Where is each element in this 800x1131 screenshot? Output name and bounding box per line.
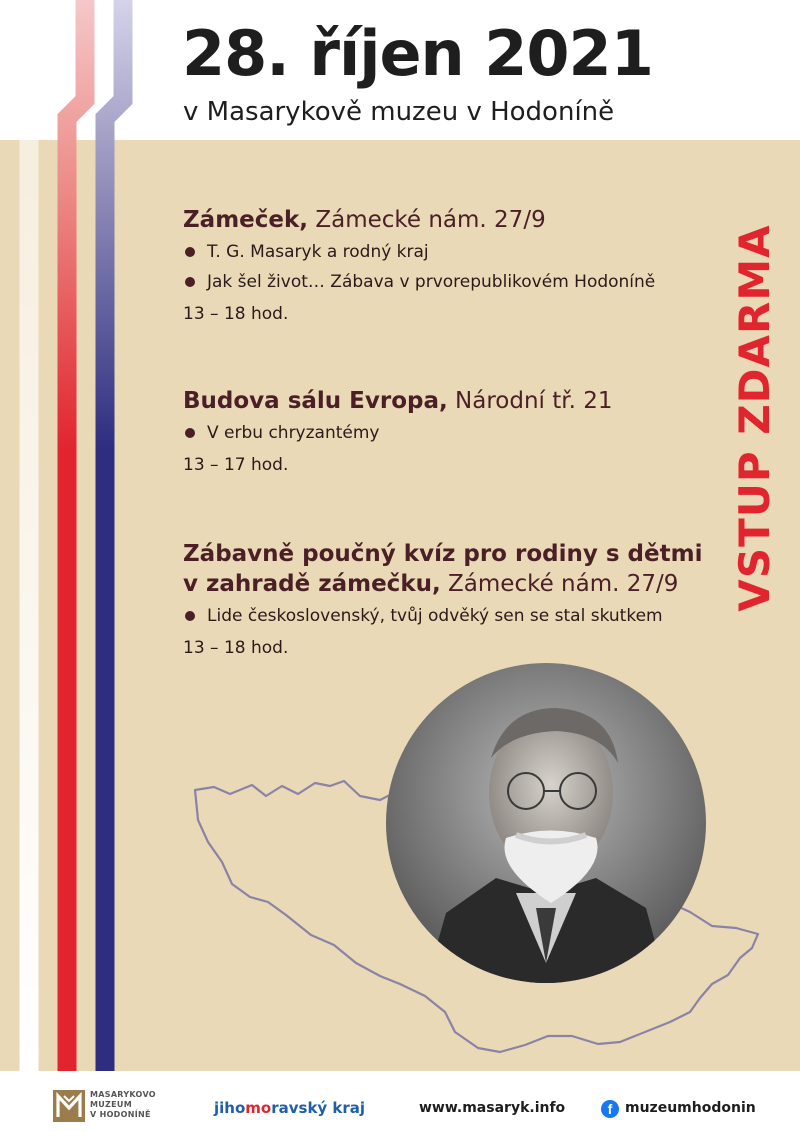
section-address: Zámecké nám. 27/9 <box>440 571 679 597</box>
section-name: Budova sálu Evropa, <box>183 388 448 414</box>
section-address: Zámecké nám. 27/9 <box>308 207 546 233</box>
opening-hours: 13 – 17 hod. <box>183 455 289 475</box>
museum-logo-icon <box>53 1090 85 1122</box>
event-venue-subtitle: v Masarykově muzeu v Hodoníně <box>183 97 615 127</box>
website-link[interactable]: www.masaryk.info <box>419 1100 566 1116</box>
list-item-text: V erbu chryzantémy <box>207 423 380 443</box>
section-name: Zámeček, <box>183 207 309 233</box>
museum-logo-line: MUZEUM <box>90 1100 132 1109</box>
free-entry-badge: VSTUP ZDARMA <box>730 224 779 612</box>
section-name: Zábavně poučný kvíz pro rodiny s dětmi <box>183 541 703 567</box>
section-name: v zahradě zámečku, <box>183 571 441 597</box>
masaryk-portrait <box>386 663 706 983</box>
list-item-text: Jak šel život… Zábava v prvorepublikovém Hodoníně <box>207 272 656 292</box>
list-item-text: Lide československý, tvůj odvěký sen se stal skutkem <box>207 606 663 626</box>
section-address: Národní tř. 21 <box>447 388 613 414</box>
list-item-text: T. G. Masaryk a rodný kraj <box>207 242 429 262</box>
kraj-text: ravský kraj <box>271 1099 366 1117</box>
event-date-title: 28. říjen 2021 <box>182 17 653 90</box>
museum-logo-line: MASARYKOVO <box>90 1090 156 1099</box>
museum-logo-text <box>90 1090 156 1120</box>
opening-hours: 13 – 18 hod. <box>183 304 289 324</box>
kraj-text: jiho <box>214 1099 246 1117</box>
opening-hours: 13 – 18 hod. <box>183 638 289 658</box>
facebook-link[interactable]: muzeumhodonin <box>625 1100 756 1116</box>
jihomoravsky-kraj-logo <box>214 1099 365 1117</box>
kraj-text-highlight: mo <box>245 1099 272 1117</box>
facebook-icon[interactable]: f <box>601 1100 619 1118</box>
museum-logo-line: V HODONÍNĚ <box>90 1110 151 1119</box>
